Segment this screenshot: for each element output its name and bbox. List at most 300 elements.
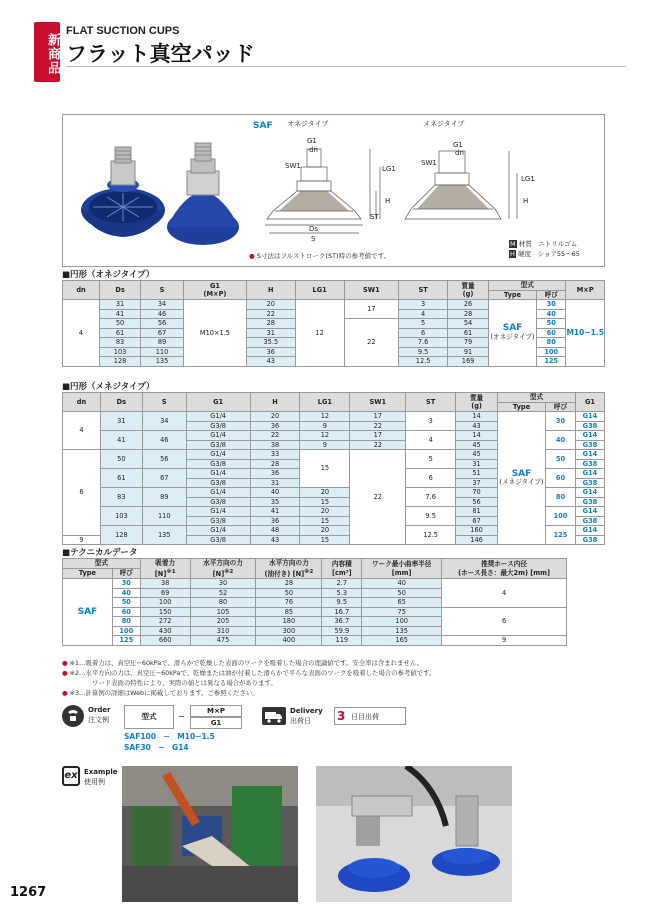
t2-h: 40 bbox=[250, 488, 300, 498]
t2-st: 4 bbox=[406, 431, 456, 450]
t1-ds: 103 bbox=[100, 347, 141, 357]
note-1: ● ※1…吸着力は、真空圧−60kPaで、滑らかで乾燥した表面のワークを吸着した場合の理論値です。安全率は含まれません。 bbox=[62, 659, 423, 667]
h2-sw1: SW1 bbox=[350, 393, 406, 412]
delivery-label-jp: 出荷日 bbox=[290, 717, 311, 725]
h2-type: Type bbox=[498, 402, 546, 412]
product-photo bbox=[63, 115, 243, 266]
t1-st: 5 bbox=[399, 319, 448, 329]
t2-g1r: G14 bbox=[575, 507, 604, 517]
t3-ho: 400 bbox=[256, 636, 322, 646]
t3-size: 100 bbox=[112, 626, 140, 636]
h-type: Type bbox=[489, 290, 537, 300]
h2-g1r: G1 bbox=[575, 393, 604, 412]
h3-radius: ワーク最小曲率半径 [mm] bbox=[362, 559, 442, 579]
h-lg1: LG1 bbox=[295, 281, 344, 300]
t2-g1: G1/4 bbox=[186, 431, 250, 441]
h-g1: G1 (M×P) bbox=[184, 281, 247, 300]
h2-model: 型式 bbox=[498, 393, 576, 403]
t2-g1: G3/8 bbox=[186, 459, 250, 469]
t2-mass: 81 bbox=[456, 507, 498, 517]
dimension-drawing bbox=[245, 115, 604, 266]
t2-g1: G1/4 bbox=[186, 488, 250, 498]
t2-g1r: G14 bbox=[575, 431, 604, 441]
t1-mass: 26 bbox=[448, 300, 489, 310]
t2-g1: G3/8 bbox=[186, 421, 250, 431]
t2-lg1: 12 bbox=[300, 431, 350, 441]
h2-st: ST bbox=[406, 393, 456, 412]
h-size: 呼び bbox=[536, 290, 565, 300]
t3-r: 165 bbox=[362, 636, 442, 646]
t2-s: 56 bbox=[142, 450, 186, 469]
t3-hd: 475 bbox=[190, 636, 256, 646]
t1-lg1: 12 bbox=[295, 300, 344, 367]
t1-h: 28 bbox=[246, 319, 295, 329]
hardness-label: 硬度 bbox=[517, 250, 531, 258]
h3-hoil: 水平方向の力 (油付き) $[N]^{※2}$ bbox=[256, 559, 322, 579]
h2-size: 呼び bbox=[546, 402, 576, 412]
t3-vol: 36.7 bbox=[322, 617, 362, 627]
dim-h-female: H bbox=[523, 197, 529, 205]
h-st: ST bbox=[399, 281, 448, 300]
h-s: S bbox=[141, 281, 184, 300]
t2-g1r: G38 bbox=[575, 459, 604, 469]
t2-size: 100 bbox=[546, 507, 576, 526]
t2-g1r: G14 bbox=[575, 526, 604, 536]
t2-h: 38 bbox=[250, 440, 300, 450]
t2-mass: 146 bbox=[456, 535, 498, 545]
phone-icon bbox=[62, 705, 84, 727]
t2-g1r: G14 bbox=[575, 488, 604, 498]
technical-data-table bbox=[62, 558, 567, 646]
t1-size: 80 bbox=[536, 338, 565, 348]
t2-g1r: G14 bbox=[575, 469, 604, 479]
order-example-1: SAF100 − M10−1.5 bbox=[124, 732, 215, 741]
new-product-badge: 新商品 bbox=[34, 22, 60, 82]
t3-force: 100 bbox=[140, 598, 190, 608]
t2-g1: G3/8 bbox=[186, 440, 250, 450]
t2-g1r: G38 bbox=[575, 440, 604, 450]
t2-g1r: G14 bbox=[575, 412, 604, 422]
t2-lg1: 15 bbox=[300, 497, 350, 507]
t3-force: 660 bbox=[140, 636, 190, 646]
t3-size: 50 bbox=[112, 598, 140, 608]
t1-ds: 41 bbox=[100, 309, 141, 319]
note-3: ● ※3…計算例の詳細はWebに掲載しております。ご参照ください。 bbox=[62, 689, 259, 697]
dim-st-male: ST bbox=[370, 213, 379, 221]
t2-g1: G1/4 bbox=[186, 450, 250, 460]
t2-dn4: 4 bbox=[63, 412, 101, 450]
h2-dn: dn bbox=[63, 393, 101, 412]
t2-s: 89 bbox=[142, 488, 186, 507]
t1-size: 125 bbox=[536, 357, 565, 367]
t2-ds: 128 bbox=[100, 526, 142, 545]
t1-ds: 61 bbox=[100, 328, 141, 338]
t1-s: 110 bbox=[141, 347, 184, 357]
t2-size: 40 bbox=[546, 431, 576, 450]
t3-force: 150 bbox=[140, 607, 190, 617]
example-label-en: Example bbox=[84, 768, 118, 776]
t2-mass: 14 bbox=[456, 412, 498, 422]
t2-g1: G3/8 bbox=[186, 535, 250, 545]
delivery-box bbox=[334, 707, 406, 725]
t2-size: 30 bbox=[546, 412, 576, 431]
t2-lg1: 9 bbox=[300, 421, 350, 431]
t1-h: 35.5 bbox=[246, 338, 295, 348]
dim-ds-male: Ds bbox=[309, 225, 319, 233]
t2-lg1: 20 bbox=[300, 507, 350, 517]
t2-g1r: G38 bbox=[575, 478, 604, 488]
t2-g1r: G38 bbox=[575, 421, 604, 431]
t2-g1: G3/8 bbox=[186, 478, 250, 488]
t3-vol: 9.5 bbox=[322, 598, 362, 608]
h-sw1: SW1 bbox=[344, 281, 399, 300]
t3-hd: 105 bbox=[190, 607, 256, 617]
order-example-2: SAF30 − G14 bbox=[124, 743, 189, 752]
t1-ds: 128 bbox=[100, 357, 141, 367]
t1-s: 34 bbox=[141, 300, 184, 310]
t3-vol: 16.7 bbox=[322, 607, 362, 617]
t2-ds: 41 bbox=[100, 431, 142, 450]
t2-mass: 51 bbox=[456, 469, 498, 479]
t1-mass: 28 bbox=[448, 309, 489, 319]
t3-force: 69 bbox=[140, 588, 190, 598]
t3-hose-a: 4 bbox=[442, 579, 567, 608]
t3-vol: 59.9 bbox=[322, 626, 362, 636]
order-label-en: Order bbox=[88, 706, 111, 714]
h3-hose: 推奨ホース内径 (ホース長さ：最大2m) [mm] bbox=[442, 559, 567, 579]
t2-h: 31 bbox=[250, 478, 300, 488]
t3-ho: 50 bbox=[256, 588, 322, 598]
t2-mass: 43 bbox=[456, 421, 498, 431]
t3-vol: 2.7 bbox=[322, 579, 362, 589]
t3-force: 272 bbox=[140, 617, 190, 627]
page-number: 1267 bbox=[10, 885, 47, 900]
material-icon: M bbox=[510, 240, 516, 248]
t2-h: 41 bbox=[250, 507, 300, 517]
t2-sw1: 17 bbox=[350, 412, 406, 422]
t3-vol: 5.3 bbox=[322, 588, 362, 598]
male-type-table bbox=[62, 280, 605, 367]
t1-size: 30 bbox=[536, 300, 565, 310]
t2-h: 20 bbox=[250, 412, 300, 422]
t2-mass: 67 bbox=[456, 516, 498, 526]
t3-size: 80 bbox=[112, 617, 140, 627]
t2-s: 67 bbox=[142, 469, 186, 488]
truck-icon bbox=[262, 707, 286, 725]
t2-h: 22 bbox=[250, 431, 300, 441]
t3-r: 50 bbox=[362, 588, 442, 598]
t3-ho: 85 bbox=[256, 607, 322, 617]
h2-ds: Ds bbox=[100, 393, 142, 412]
t2-size: 50 bbox=[546, 450, 576, 469]
material-value: ニトリルゴム bbox=[538, 240, 578, 248]
t1-st: 4 bbox=[399, 309, 448, 319]
t2-lg1: 20 bbox=[300, 488, 350, 498]
note-2b: ワード表面の特性により、実際の値とは異なる場合があります。 bbox=[92, 679, 277, 687]
t2-g1: G1/4 bbox=[186, 412, 250, 422]
t2-h: 28 bbox=[250, 459, 300, 469]
table2-title: ■円形（メネジタイプ） bbox=[62, 382, 155, 392]
t2-g1r: G38 bbox=[575, 535, 604, 545]
t2-mass: 14 bbox=[456, 431, 498, 441]
h-dn: dn bbox=[63, 281, 100, 300]
t2-sw1: 22 bbox=[350, 440, 406, 450]
t2-ds: 83 bbox=[100, 488, 142, 507]
h3-force: 吸着力 $[N]^{※1}$ bbox=[140, 559, 190, 579]
t1-s: 56 bbox=[141, 319, 184, 329]
t2-lg1: 20 bbox=[300, 526, 350, 536]
h-model: 型式 bbox=[489, 281, 566, 291]
t1-s: 135 bbox=[141, 357, 184, 367]
t2-h: 43 bbox=[250, 535, 300, 545]
note-icon: ● bbox=[62, 689, 68, 697]
h-h: H bbox=[246, 281, 295, 300]
note-icon: ● bbox=[249, 252, 255, 260]
t1-size: 40 bbox=[536, 309, 565, 319]
t1-size: 50 bbox=[536, 319, 565, 329]
h3-size: 呼び bbox=[112, 569, 140, 579]
dim-dn-female: dn bbox=[455, 149, 464, 157]
t3-r: 135 bbox=[362, 626, 442, 636]
english-title: FLAT SUCTION CUPS bbox=[66, 25, 180, 37]
t3-size: 30 bbox=[112, 579, 140, 589]
t2-h: 33 bbox=[250, 450, 300, 460]
t2-dn6: 6 bbox=[63, 450, 101, 536]
t2-mass: 160 bbox=[456, 526, 498, 536]
t1-mass: 169 bbox=[448, 357, 489, 367]
t1-size: 100 bbox=[536, 347, 565, 357]
t2-g1r: G38 bbox=[575, 497, 604, 507]
h2-mass: 質量 (g) bbox=[456, 393, 498, 412]
t2-mass: 56 bbox=[456, 497, 498, 507]
t1-s: 67 bbox=[141, 328, 184, 338]
t1-h: 22 bbox=[246, 309, 295, 319]
dim-h-male: H bbox=[385, 197, 391, 205]
t2-lg1: 15 bbox=[300, 535, 350, 545]
t2-st: 3 bbox=[406, 412, 456, 431]
t2-ds: 61 bbox=[100, 469, 142, 488]
t1-h: 43 bbox=[246, 357, 295, 367]
t2-sw1: 17 bbox=[350, 431, 406, 441]
t1-mass: 79 bbox=[448, 338, 489, 348]
t1-type: SAF (オネジタイプ) bbox=[489, 300, 537, 367]
h3-model: 型式 bbox=[63, 559, 141, 569]
t2-mass: 37 bbox=[456, 478, 498, 488]
t3-r: 100 bbox=[362, 617, 442, 627]
t1-st: 3 bbox=[399, 300, 448, 310]
t2-g1r: G14 bbox=[575, 450, 604, 460]
material-spec bbox=[509, 239, 577, 248]
t2-mass: 45 bbox=[456, 440, 498, 450]
t1-ds: 83 bbox=[100, 338, 141, 348]
t2-st: 12.5 bbox=[406, 526, 456, 545]
t3-type: SAF bbox=[63, 579, 113, 646]
h-mass: 質量 (g) bbox=[448, 281, 489, 300]
t1-st: 9.5 bbox=[399, 347, 448, 357]
dim-s-male: S bbox=[311, 235, 316, 243]
t3-hd: 205 bbox=[190, 617, 256, 627]
material-label: 材質 bbox=[518, 240, 532, 248]
dim-sw1-male: SW1 bbox=[285, 162, 301, 170]
t2-st: 9.5 bbox=[406, 507, 456, 526]
t1-h: 20 bbox=[246, 300, 295, 310]
t2-g1: G1/4 bbox=[186, 526, 250, 536]
t2-lg1: 9 bbox=[300, 440, 350, 450]
t1-mxp: M10−1.5 bbox=[566, 300, 605, 367]
t3-size: 60 bbox=[112, 607, 140, 617]
t1-g1: M10×1.5 bbox=[184, 300, 247, 367]
delivery-days-label: 日目出荷 bbox=[351, 713, 379, 721]
title-divider bbox=[66, 66, 626, 67]
t3-hd: 30 bbox=[190, 579, 256, 589]
h2-g1: G1 bbox=[186, 393, 250, 412]
hardness-icon: H bbox=[510, 250, 515, 258]
t3-ho: 180 bbox=[256, 617, 322, 627]
series-label: SAF bbox=[253, 121, 273, 131]
t3-vol: 119 bbox=[322, 636, 362, 646]
t2-st: 7.6 bbox=[406, 488, 456, 507]
t2-sw1: 22 bbox=[350, 421, 406, 431]
t2-mass: 45 bbox=[456, 450, 498, 460]
t3-ho: 28 bbox=[256, 579, 322, 589]
t1-h: 31 bbox=[246, 328, 295, 338]
t1-size: 60 bbox=[536, 328, 565, 338]
t3-hd: 52 bbox=[190, 588, 256, 598]
t2-sw1-22: 22 bbox=[350, 450, 406, 545]
t3-r: 65 bbox=[362, 598, 442, 608]
h2-s: S bbox=[142, 393, 186, 412]
t1-st: 12.5 bbox=[399, 357, 448, 367]
t3-force: 430 bbox=[140, 626, 190, 636]
t2-st: 5 bbox=[406, 450, 456, 469]
dim-dn-male: dn bbox=[309, 146, 318, 154]
t2-s: 135 bbox=[142, 526, 186, 545]
t2-size: 125 bbox=[546, 526, 576, 545]
hardness-spec bbox=[509, 249, 580, 258]
t3-ho: 76 bbox=[256, 598, 322, 608]
t1-sw1b: 22 bbox=[344, 319, 399, 367]
t1-s: 46 bbox=[141, 309, 184, 319]
t1-ds: 31 bbox=[100, 300, 141, 310]
dim-lg1-female: LG1 bbox=[521, 175, 535, 183]
t1-ds: 50 bbox=[100, 319, 141, 329]
note-icon: ● bbox=[62, 659, 68, 667]
footnotes bbox=[62, 658, 435, 698]
t3-r: 75 bbox=[362, 607, 442, 617]
t2-g1: G3/8 bbox=[186, 516, 250, 526]
t3-size: 40 bbox=[112, 588, 140, 598]
t2-h: 36 bbox=[250, 421, 300, 431]
figure-note bbox=[249, 251, 390, 260]
t1-mass: 54 bbox=[448, 319, 489, 329]
t2-h: 48 bbox=[250, 526, 300, 536]
t3-r: 40 bbox=[362, 579, 442, 589]
order-g1-box: G1 bbox=[190, 717, 242, 729]
h-mxp: M×P bbox=[566, 281, 605, 300]
t1-dn: 4 bbox=[63, 300, 100, 367]
t1-st: 6 bbox=[399, 328, 448, 338]
t3-ho: 300 bbox=[256, 626, 322, 636]
t3-hd: 310 bbox=[190, 626, 256, 636]
dim-g1-female: G1 bbox=[453, 141, 463, 149]
t1-h: 36 bbox=[246, 347, 295, 357]
t3-force: 38 bbox=[140, 579, 190, 589]
example-photo-closeup bbox=[316, 766, 512, 902]
h3-vol: 内容積 [cm³] bbox=[322, 559, 362, 579]
example-icon: ex bbox=[62, 766, 80, 786]
t2-lg1: 15 bbox=[300, 516, 350, 526]
female-type-label: メネジタイプ bbox=[423, 120, 465, 128]
note-icon: ● bbox=[62, 669, 68, 677]
order-example bbox=[62, 705, 622, 755]
t2-g1: G3/8 bbox=[186, 497, 250, 507]
t2-size: 60 bbox=[546, 469, 576, 488]
t2-size: 80 bbox=[546, 488, 576, 507]
t2-h: 36 bbox=[250, 516, 300, 526]
t2-lg1: 12 bbox=[300, 412, 350, 422]
dim-g1-male: G1 bbox=[307, 137, 317, 145]
t2-dn9: 9 bbox=[63, 535, 101, 545]
t3-hose-b: 6 bbox=[442, 607, 567, 636]
t3-size: 125 bbox=[112, 636, 140, 646]
table1-title: ■円形（オネジタイプ） bbox=[62, 270, 155, 280]
figure-note-text: S寸法はフルストローク(ST)時の参考値です。 bbox=[256, 252, 391, 260]
t2-h: 35 bbox=[250, 497, 300, 507]
t1-s: 89 bbox=[141, 338, 184, 348]
example-photo-factory bbox=[122, 766, 298, 902]
male-type-label: オネジタイプ bbox=[287, 120, 329, 128]
t2-mass: 31 bbox=[456, 459, 498, 469]
h2-h: H bbox=[250, 393, 300, 412]
h-ds: Ds bbox=[100, 281, 141, 300]
t2-g1: G1/4 bbox=[186, 469, 250, 479]
t2-g1: G1/4 bbox=[186, 507, 250, 517]
t3-hd: 80 bbox=[190, 598, 256, 608]
t1-sw1a: 17 bbox=[344, 300, 399, 319]
t2-h: 36 bbox=[250, 469, 300, 479]
example-label-jp: 使用例 bbox=[84, 778, 105, 786]
dim-lg1-male: LG1 bbox=[382, 165, 396, 173]
order-label-jp: 注文例 bbox=[88, 716, 109, 724]
hardness-value: ショア55〜65 bbox=[537, 250, 580, 258]
t2-g1r: G38 bbox=[575, 516, 604, 526]
h2-lg1: LG1 bbox=[300, 393, 350, 412]
order-dash: − bbox=[178, 712, 185, 721]
order-mxp-box: M×P bbox=[190, 705, 242, 717]
delivery-label-en: Delivery bbox=[290, 707, 323, 715]
table3-title: ■テクニカルデータ bbox=[62, 548, 138, 558]
dim-sw1-female: SW1 bbox=[421, 159, 437, 167]
h3-type: Type bbox=[63, 569, 113, 579]
note-2: ● ※2…水平方向の力は、真空圧−60kPaで、乾燥または油が付着した滑らかで平らな表面のワークを吸着した場合の参考値です。 bbox=[62, 669, 436, 677]
t1-st: 7.6 bbox=[399, 338, 448, 348]
t2-s: 34 bbox=[142, 412, 186, 431]
delivery-days: 3 bbox=[337, 709, 346, 723]
product-figure-box bbox=[62, 114, 605, 267]
female-type-table bbox=[62, 392, 605, 545]
t2-s: 110 bbox=[142, 507, 186, 526]
t3-hose-c: 9 bbox=[442, 636, 567, 646]
t2-type: SAF (メネジタイプ) bbox=[498, 412, 546, 545]
t1-mass: 61 bbox=[448, 328, 489, 338]
t1-mass: 91 bbox=[448, 347, 489, 357]
page-title: フラット真空パッド bbox=[66, 42, 255, 66]
t2-ds: 50 bbox=[100, 450, 142, 469]
t2-ds: 103 bbox=[100, 507, 142, 526]
h3-hdry: 水平方向の力 $[N]^{※2}$ bbox=[190, 559, 256, 579]
t2-s: 46 bbox=[142, 431, 186, 450]
order-model-box: 型式 bbox=[124, 705, 174, 729]
